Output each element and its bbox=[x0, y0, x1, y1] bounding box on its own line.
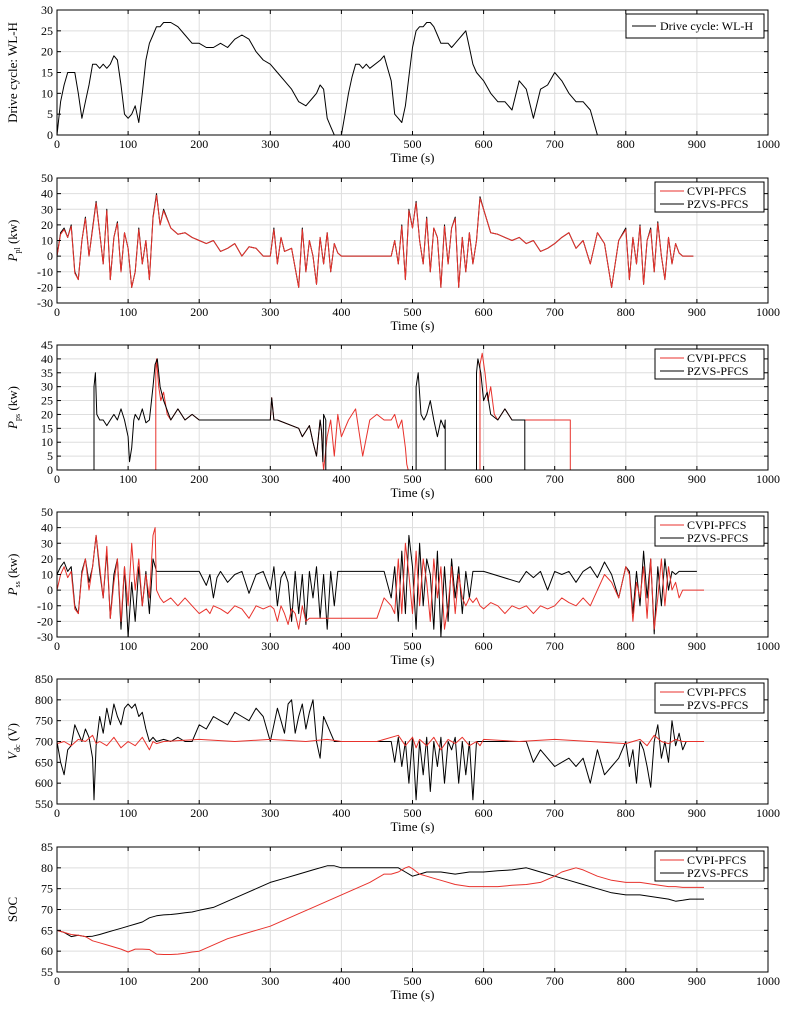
legend-label-pzvs-pfcs: PZVS-PFCS bbox=[687, 866, 749, 880]
y-tick-label: 45 bbox=[41, 338, 53, 352]
series-line-cvpi-pfcs bbox=[57, 735, 704, 750]
x-tick-label: 300 bbox=[261, 806, 280, 820]
y-axis-label-main: V bbox=[5, 751, 20, 760]
x-tick-label: 400 bbox=[332, 305, 351, 319]
chart-panel-5 bbox=[5, 672, 780, 834]
x-tick-label: 600 bbox=[474, 806, 493, 820]
x-tick-label: 700 bbox=[545, 639, 564, 653]
legend bbox=[655, 851, 764, 881]
y-axis-label bbox=[5, 554, 22, 597]
y-tick-label: 75 bbox=[41, 881, 53, 896]
series-line-cvpi-pfcs bbox=[57, 867, 704, 955]
chart-panel-2 bbox=[5, 171, 780, 333]
y-tick-label: 700 bbox=[35, 734, 53, 749]
y-tick-label: -30 bbox=[37, 630, 53, 644]
y-tick-label: 20 bbox=[41, 551, 53, 566]
x-tick-label: 700 bbox=[545, 305, 564, 319]
y-axis-label-main: P bbox=[5, 253, 20, 262]
x-tick-label: 700 bbox=[545, 472, 564, 486]
y-axis-label-main: SOC bbox=[5, 896, 20, 923]
y-axis-label-subscript: pl bbox=[13, 247, 22, 254]
y-axis-label-unit: (kw) bbox=[5, 219, 20, 248]
x-tick-label: 100 bbox=[119, 137, 138, 151]
y-tick-label: 50 bbox=[41, 505, 53, 519]
x-tick-label: 1000 bbox=[756, 137, 780, 151]
x-tick-label: 800 bbox=[616, 305, 635, 319]
y-tick-label: 10 bbox=[41, 567, 53, 582]
legend-label-cvpi-pfcs: CVPI-PFCS bbox=[687, 518, 747, 532]
chart-panel-6 bbox=[5, 840, 780, 1002]
y-tick-label: 65 bbox=[41, 923, 53, 938]
x-tick-label: 1000 bbox=[756, 806, 780, 820]
series-line-drive-cycle-wl-h bbox=[57, 23, 633, 136]
y-tick-label: 15 bbox=[41, 65, 53, 80]
legend-label-cvpi-pfcs: CVPI-PFCS bbox=[687, 351, 747, 365]
x-tick-label: 500 bbox=[403, 806, 422, 820]
x-tick-label: 0 bbox=[54, 639, 60, 653]
x-tick-label: 800 bbox=[616, 137, 635, 151]
y-axis-label-main: P bbox=[5, 420, 20, 429]
legend-label-drive-cycle: Drive cycle: WL-H bbox=[660, 19, 754, 33]
x-tick-label: 100 bbox=[119, 974, 138, 988]
x-tick-label: 900 bbox=[687, 639, 706, 653]
legend bbox=[655, 516, 764, 546]
x-tick-label: 600 bbox=[474, 305, 493, 319]
x-tick-label: 300 bbox=[261, 137, 280, 151]
y-tick-label: 15 bbox=[41, 421, 53, 436]
x-tick-label: 600 bbox=[474, 472, 493, 486]
x-tick-label: 500 bbox=[403, 137, 422, 151]
y-axis-label bbox=[5, 386, 22, 430]
x-tick-label: 300 bbox=[261, 639, 280, 653]
y-axis-label-subscript: dc bbox=[13, 744, 22, 752]
chart-panel-3 bbox=[5, 338, 780, 500]
x-tick-label: 800 bbox=[616, 974, 635, 988]
x-tick-label: 800 bbox=[616, 639, 635, 653]
x-tick-label: 300 bbox=[261, 472, 280, 486]
y-tick-label: 650 bbox=[35, 755, 53, 770]
y-tick-label: -10 bbox=[37, 598, 53, 613]
x-tick-label: 200 bbox=[190, 974, 209, 988]
x-tick-label: 400 bbox=[332, 472, 351, 486]
x-tick-label: 400 bbox=[332, 974, 351, 988]
x-axis-label: Time (s) bbox=[390, 819, 435, 834]
y-tick-label: 0 bbox=[47, 128, 53, 142]
legend-label-pzvs-pfcs: PZVS-PFCS bbox=[687, 197, 749, 211]
y-tick-label: 20 bbox=[41, 407, 53, 422]
legend bbox=[655, 683, 764, 713]
y-tick-label: 40 bbox=[41, 351, 53, 366]
x-tick-label: 100 bbox=[119, 305, 138, 319]
x-tick-label: 900 bbox=[687, 305, 706, 319]
y-tick-label: -20 bbox=[37, 280, 53, 295]
y-tick-label: 20 bbox=[41, 44, 53, 59]
y-tick-label: 85 bbox=[41, 840, 53, 854]
x-tick-label: 200 bbox=[190, 806, 209, 820]
y-axis-label-subscript: ss bbox=[13, 581, 22, 588]
y-tick-label: -20 bbox=[37, 614, 53, 629]
y-tick-label: 750 bbox=[35, 713, 53, 728]
y-tick-label: 60 bbox=[41, 944, 53, 959]
y-axis-label-unit: (kw) bbox=[5, 553, 20, 582]
x-tick-label: 900 bbox=[687, 806, 706, 820]
y-tick-label: 10 bbox=[41, 435, 53, 450]
x-tick-label: 400 bbox=[332, 137, 351, 151]
y-axis-label bbox=[5, 723, 22, 760]
x-axis-label: Time (s) bbox=[390, 987, 435, 1002]
y-axis-label bbox=[5, 897, 20, 922]
x-tick-label: 100 bbox=[119, 472, 138, 486]
y-tick-label: 5 bbox=[47, 107, 53, 122]
legend bbox=[626, 14, 764, 38]
x-tick-label: 0 bbox=[54, 305, 60, 319]
x-tick-label: 300 bbox=[261, 974, 280, 988]
x-tick-label: 400 bbox=[332, 806, 351, 820]
y-axis-label-main: Drive cycle: WL-H bbox=[5, 22, 20, 123]
x-tick-label: 400 bbox=[332, 639, 351, 653]
x-tick-label: 500 bbox=[403, 639, 422, 653]
y-tick-label: -30 bbox=[37, 296, 53, 310]
y-tick-label: 0 bbox=[47, 463, 53, 477]
y-tick-label: 35 bbox=[41, 365, 53, 380]
x-tick-label: 700 bbox=[545, 137, 564, 151]
legend bbox=[655, 349, 764, 379]
x-tick-label: 200 bbox=[190, 639, 209, 653]
y-tick-label: 25 bbox=[41, 393, 53, 408]
x-tick-label: 1000 bbox=[756, 639, 780, 653]
y-tick-label: 20 bbox=[41, 217, 53, 232]
y-axis-label-subscript: ps bbox=[13, 413, 22, 421]
x-tick-label: 1000 bbox=[756, 472, 780, 486]
x-tick-label: 0 bbox=[54, 472, 60, 486]
x-tick-label: 900 bbox=[687, 974, 706, 988]
x-tick-label: 700 bbox=[545, 806, 564, 820]
y-tick-label: 50 bbox=[41, 171, 53, 185]
y-tick-label: 40 bbox=[41, 520, 53, 535]
y-tick-label: 800 bbox=[35, 692, 53, 707]
x-tick-label: 500 bbox=[403, 305, 422, 319]
x-tick-label: 200 bbox=[190, 137, 209, 151]
legend-label-pzvs-pfcs: PZVS-PFCS bbox=[687, 698, 749, 712]
x-axis-label: Time (s) bbox=[390, 485, 435, 500]
y-axis-label-unit: (kw) bbox=[5, 386, 20, 414]
x-tick-label: 600 bbox=[474, 974, 493, 988]
x-tick-label: 200 bbox=[190, 472, 209, 486]
x-tick-label: 300 bbox=[261, 305, 280, 319]
x-tick-label: 600 bbox=[474, 137, 493, 151]
y-tick-label: 80 bbox=[41, 860, 53, 875]
legend-label-cvpi-pfcs: CVPI-PFCS bbox=[687, 853, 747, 867]
y-tick-label: 30 bbox=[41, 536, 53, 551]
chart-panel-4 bbox=[5, 505, 780, 667]
y-tick-label: 30 bbox=[41, 202, 53, 217]
y-tick-label: 600 bbox=[35, 776, 53, 791]
y-tick-label: 5 bbox=[47, 449, 53, 464]
x-axis-label: Time (s) bbox=[390, 318, 435, 333]
x-tick-label: 800 bbox=[616, 806, 635, 820]
y-axis-label-unit: (V) bbox=[5, 723, 20, 745]
x-tick-label: 200 bbox=[190, 305, 209, 319]
x-tick-label: 100 bbox=[119, 639, 138, 653]
y-tick-label: 70 bbox=[41, 902, 53, 917]
x-tick-label: 900 bbox=[687, 137, 706, 151]
series-line-pzvs-pfcs bbox=[57, 700, 704, 800]
y-axis-label bbox=[5, 22, 20, 123]
y-axis-label bbox=[5, 220, 22, 263]
chart-panel-1 bbox=[5, 3, 780, 165]
y-axis-label-main: P bbox=[5, 587, 20, 596]
y-tick-label: 10 bbox=[41, 86, 53, 101]
x-axis-label: Time (s) bbox=[390, 150, 435, 165]
y-tick-label: 40 bbox=[41, 186, 53, 201]
y-tick-label: 30 bbox=[41, 3, 53, 17]
y-tick-label: 55 bbox=[41, 965, 53, 979]
x-tick-label: 1000 bbox=[756, 305, 780, 319]
x-tick-label: 1000 bbox=[756, 974, 780, 988]
legend-label-pzvs-pfcs: PZVS-PFCS bbox=[687, 364, 749, 378]
y-tick-label: 0 bbox=[47, 249, 53, 264]
legend-label-pzvs-pfcs: PZVS-PFCS bbox=[687, 531, 749, 545]
legend-label-cvpi-pfcs: CVPI-PFCS bbox=[687, 685, 747, 699]
y-tick-label: 550 bbox=[35, 797, 53, 811]
x-tick-label: 800 bbox=[616, 472, 635, 486]
x-tick-label: 900 bbox=[687, 472, 706, 486]
y-tick-label: 850 bbox=[35, 672, 53, 686]
x-tick-label: 500 bbox=[403, 472, 422, 486]
x-tick-label: 100 bbox=[119, 806, 138, 820]
x-tick-label: 600 bbox=[474, 639, 493, 653]
x-axis-label: Time (s) bbox=[390, 652, 435, 667]
y-tick-label: 30 bbox=[41, 379, 53, 394]
x-tick-label: 0 bbox=[54, 974, 60, 988]
legend bbox=[655, 182, 764, 212]
y-tick-label: 25 bbox=[41, 23, 53, 38]
x-tick-label: 700 bbox=[545, 974, 564, 988]
y-tick-label: 0 bbox=[47, 583, 53, 598]
y-tick-label: 10 bbox=[41, 233, 53, 248]
legend-label-cvpi-pfcs: CVPI-PFCS bbox=[687, 184, 747, 198]
x-tick-label: 0 bbox=[54, 137, 60, 151]
x-tick-label: 500 bbox=[403, 974, 422, 988]
x-tick-label: 0 bbox=[54, 806, 60, 820]
y-tick-label: -10 bbox=[37, 264, 53, 279]
